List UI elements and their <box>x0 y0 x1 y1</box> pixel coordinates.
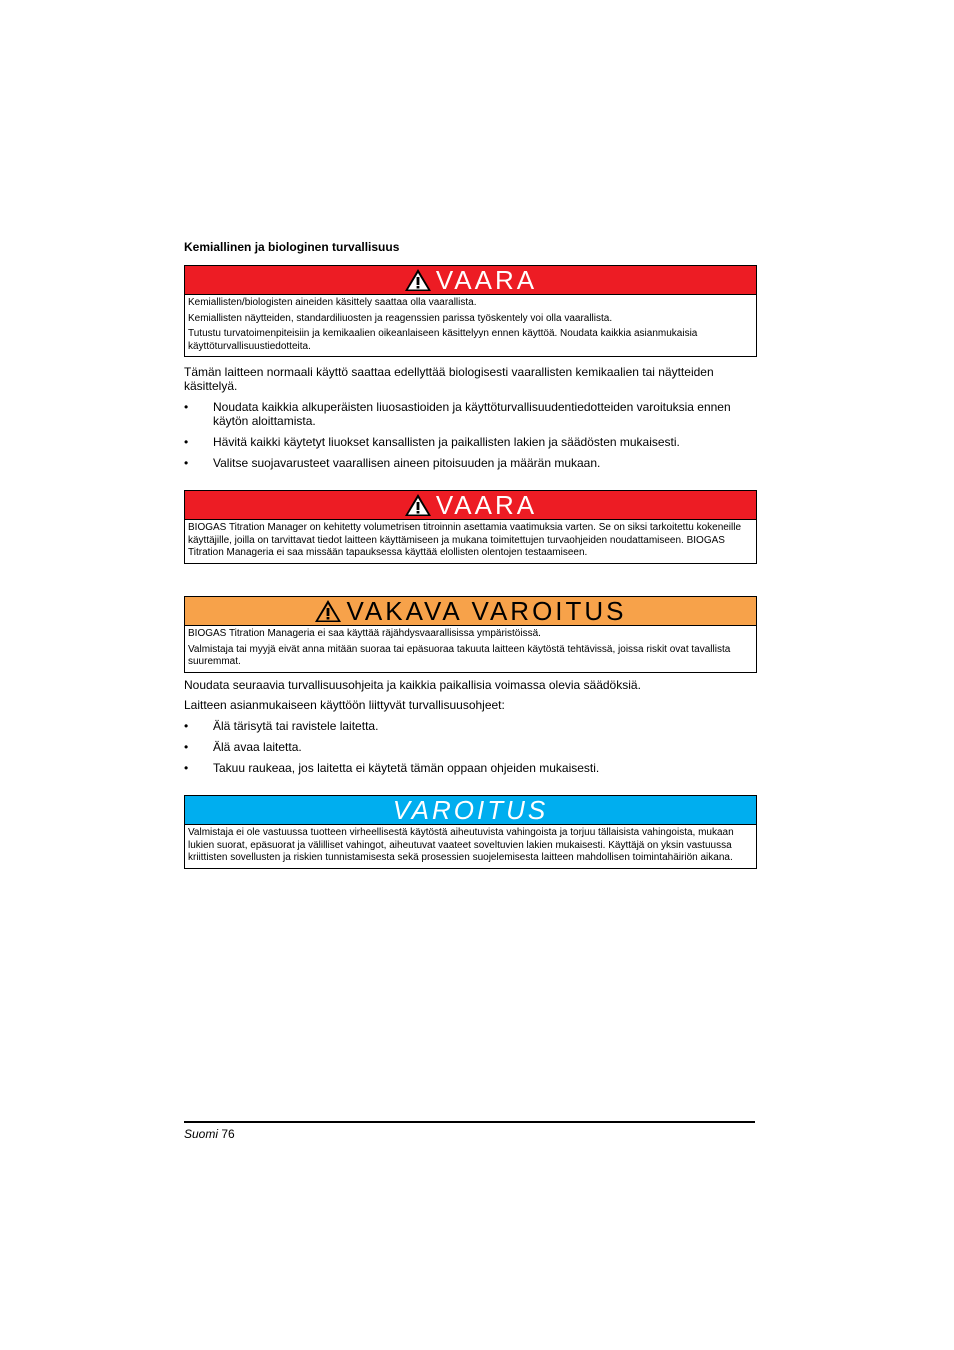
bullet-marker: • <box>184 719 189 733</box>
bullet-marker: • <box>184 400 189 414</box>
danger-header <box>185 491 756 520</box>
bullet-marker: • <box>184 435 189 449</box>
caution-box <box>184 795 757 869</box>
bullet-marker: • <box>184 761 189 775</box>
list-item-text: Älä avaa laitetta. <box>213 740 302 754</box>
caution-heading: VAROITUS <box>392 795 549 825</box>
danger-header <box>185 266 756 295</box>
danger-heading: VAARA <box>435 265 538 295</box>
caution-body <box>185 825 756 868</box>
usage-paragraph: Laitteen asianmukaiseen käyttöön liittyvät turvallisuusohjeet: <box>184 698 505 712</box>
page-footer <box>184 1127 235 1141</box>
list-item-text: Takuu raukeaa, jos laitetta ei käytetä tämän oppaan ohjeiden mukaisesti. <box>213 761 600 775</box>
warning-heading: VAKAVA VAROITUS <box>346 596 627 626</box>
danger-box-1 <box>184 265 757 357</box>
warning-triangle-icon <box>314 599 342 623</box>
warning-box <box>184 596 757 673</box>
list-item-text: Valitse suojavarusteet vaarallisen aineen pitoisuuden ja määrän mukaan. <box>213 456 601 470</box>
warning-body <box>185 626 756 672</box>
section-title: Kemiallinen ja biologinen turvallisuus <box>184 240 400 254</box>
caution-header <box>185 796 756 825</box>
intro-paragraph: Tämän laitteen normaali käyttö saattaa edellyttää biologisesti vaarallisten kemikaalien tai näytteiden käsittelyä. <box>184 365 714 393</box>
list-item <box>184 719 757 733</box>
danger-line: Kemiallisten/biologisten aineiden käsittely saattaa olla vaarallista. <box>188 297 477 308</box>
danger-body <box>185 520 756 563</box>
warning-line: BIOGAS Titration Manageria ei saa käyttää räjähdysvaarallisissa ympäristöissä. <box>188 628 541 639</box>
danger-heading: VAARA <box>435 490 538 520</box>
danger-line: BIOGAS Titration Manager on kehitetty volumetrisen titroinnin asettamia vaatimuksia varten. Se on siksi tarkoitettu kokeneille käyttäjille, joilla on tarvittavat tiedot laitteen käyttämiseen ja mukana toimitettujen turvaohjeiden noudattamiseen. BIOGAS Titration Manageria ei saa missään tapauksessa käyttää elollisten olentojen testaamiseen. <box>188 522 742 558</box>
list-item <box>184 761 757 775</box>
danger-line: Kemiallisten näytteiden, standardiliuosten ja reagenssien parissa työskentely voi olla vaarallista. <box>188 312 613 324</box>
list-item-text: Hävitä kaikki käytetyt liuokset kansallisten ja paikallisten lakien ja säädösten mukaisesti. <box>213 435 680 449</box>
list-item-text: Älä tärisytä tai ravistele laitetta. <box>213 719 379 733</box>
list-item <box>184 456 757 470</box>
list-item <box>184 740 757 754</box>
warning-triangle-icon <box>404 268 432 292</box>
list-item <box>184 400 757 428</box>
warning-header <box>185 597 756 626</box>
footer-rule <box>184 1121 755 1123</box>
danger-line: Tutustu turvatoimenpiteisiin ja kemikaalien oikeanlaiseen käsittelyyn ennen käyttöä. Noudata kaikkia asianmukaisia käyttöturvallisuustiedotteita. <box>188 328 698 352</box>
bullet-list-1 <box>184 400 757 477</box>
bullet-marker: • <box>184 456 189 470</box>
caution-line: Valmistaja ei ole vastuussa tuotteen virheellisestä käytöstä aiheutuvista vahingoista ja torjuu tällaisista vahingoista, mukaan lukien suorat, epäsuorat ja välilliset vahingot, aiheutuvat vaateet soveltuvien lakien mukaisesti. Käyttäjä on yksin vastuussa kriittisten sovellusten ja riskien tunnistamisesta sekä prosessien suojelemisesta laitteen mahdollisen toimintahäiriön aikana. <box>188 827 734 863</box>
list-item <box>184 435 757 449</box>
list-item-text: Noudata kaikkia alkuperäisten liuosastioiden ja käyttöturvallisuudentiedotteiden varoituksia ennen käytön aloittamista. <box>213 400 731 428</box>
safety-paragraph: Noudata seuraavia turvallisuusohjeita ja kaikkia paikallisia voimassa olevia säädöksiä. <box>184 678 641 692</box>
danger-box-2 <box>184 490 757 564</box>
bullet-marker: • <box>184 740 189 754</box>
warning-triangle-icon <box>404 493 432 517</box>
bullet-list-2 <box>184 719 757 782</box>
danger-body <box>185 295 756 356</box>
warning-line: Valmistaja tai myyjä eivät anna mitään suoraa tai epäsuoraa takuuta laitteen käytöstä tehtävissä, joissa riskit ovat tavallista suuremmat. <box>188 643 731 667</box>
page-number: 76 <box>221 1127 235 1141</box>
footer-language: Suomi <box>184 1127 219 1141</box>
